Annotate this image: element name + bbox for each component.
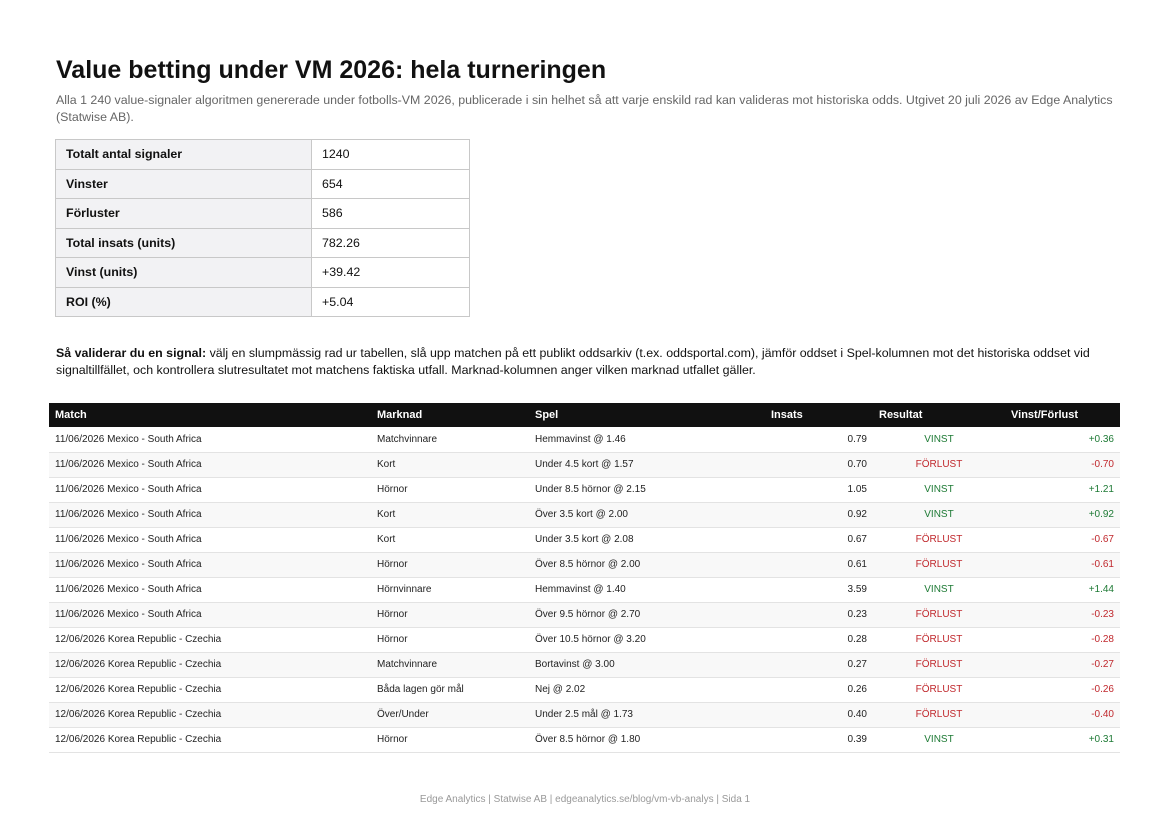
cell-market: Kort <box>371 527 529 552</box>
cell-market: Kort <box>371 452 529 477</box>
summary-label: Totalt antal signaler <box>56 140 312 170</box>
cell-stake: 0.26 <box>765 677 873 702</box>
column-header-market: Marknad <box>371 403 529 427</box>
summary-table <box>55 139 470 317</box>
table-row <box>49 477 1120 502</box>
summary-row <box>56 199 470 229</box>
column-header-match: Match <box>49 403 371 427</box>
cell-profit-loss: -0.40 <box>1005 702 1120 727</box>
table-row <box>49 552 1120 577</box>
cell-stake: 0.70 <box>765 452 873 477</box>
table-row <box>49 677 1120 702</box>
page-footer: Edge Analytics | Statwise AB | edgeanalytics.se/blog/vm-vb-analys | Sida 1 <box>419 794 751 805</box>
summary-label: Vinster <box>56 169 312 199</box>
validation-lead: Så validerar du en signal: <box>56 346 207 360</box>
cell-profit-loss: -0.70 <box>1005 452 1120 477</box>
cell-profit-loss: +0.92 <box>1005 502 1120 527</box>
column-header-bet: Spel <box>529 403 765 427</box>
summary-row <box>56 169 470 199</box>
cell-result: FÖRLUST <box>873 652 1005 677</box>
summary-value: 1240 <box>312 140 470 170</box>
cell-result: FÖRLUST <box>873 677 1005 702</box>
cell-profit-loss: +0.36 <box>1005 427 1120 452</box>
summary-value: 782.26 <box>312 228 470 258</box>
cell-profit-loss: -0.26 <box>1005 677 1120 702</box>
cell-stake: 0.61 <box>765 552 873 577</box>
column-header-profit-loss: Vinst/Förlust <box>1005 403 1120 427</box>
cell-stake: 0.28 <box>765 627 873 652</box>
signals-header-row <box>49 403 1120 427</box>
cell-match: 12/06/2026 Korea Republic - Czechia <box>49 702 371 727</box>
cell-market: Hörnor <box>371 627 529 652</box>
table-row <box>49 702 1120 727</box>
cell-profit-loss: -0.28 <box>1005 627 1120 652</box>
cell-profit-loss: -0.67 <box>1005 527 1120 552</box>
table-row <box>49 427 1120 452</box>
cell-match: 11/06/2026 Mexico - South Africa <box>49 552 371 577</box>
cell-bet: Under 2.5 mål @ 1.73 <box>529 702 765 727</box>
cell-profit-loss: -0.61 <box>1005 552 1120 577</box>
cell-market: Hörnor <box>371 477 529 502</box>
cell-result: FÖRLUST <box>873 527 1005 552</box>
summary-value: 654 <box>312 169 470 199</box>
table-row <box>49 727 1120 752</box>
cell-bet: Nej @ 2.02 <box>529 677 765 702</box>
cell-result: FÖRLUST <box>873 702 1005 727</box>
page-title: Value betting under VM 2026: hela turneringen <box>56 56 607 84</box>
cell-profit-loss: +0.31 <box>1005 727 1120 752</box>
cell-match: 11/06/2026 Mexico - South Africa <box>49 602 371 627</box>
summary-row <box>56 140 470 170</box>
page-subtitle: Alla 1 240 value-signaler algoritmen genererade under fotbolls-VM 2026, publicerade i sin helhet så att varje enskild rad kan valideras mot historiska odds. Utgivet 20 juli 2026 av Edge Analytics (Statwise AB). <box>56 93 1113 124</box>
table-row <box>49 452 1120 477</box>
cell-result: FÖRLUST <box>873 452 1005 477</box>
cell-result: FÖRLUST <box>873 602 1005 627</box>
summary-value: 586 <box>312 199 470 229</box>
cell-result: VINST <box>873 727 1005 752</box>
cell-match: 12/06/2026 Korea Republic - Czechia <box>49 627 371 652</box>
table-row <box>49 602 1120 627</box>
cell-result: VINST <box>873 577 1005 602</box>
cell-result: VINST <box>873 427 1005 452</box>
summary-row <box>56 287 470 317</box>
cell-stake: 0.39 <box>765 727 873 752</box>
cell-market: Hörnor <box>371 602 529 627</box>
cell-profit-loss: -0.23 <box>1005 602 1120 627</box>
cell-stake: 1.05 <box>765 477 873 502</box>
cell-match: 11/06/2026 Mexico - South Africa <box>49 452 371 477</box>
cell-match: 11/06/2026 Mexico - South Africa <box>49 527 371 552</box>
cell-match: 11/06/2026 Mexico - South Africa <box>49 477 371 502</box>
validation-instructions <box>56 345 1121 379</box>
cell-match: 12/06/2026 Korea Republic - Czechia <box>49 727 371 752</box>
cell-stake: 0.23 <box>765 602 873 627</box>
cell-profit-loss: -0.27 <box>1005 652 1120 677</box>
summary-label: ROI (%) <box>56 287 312 317</box>
cell-result: FÖRLUST <box>873 627 1005 652</box>
cell-stake: 0.92 <box>765 502 873 527</box>
summary-label: Total insats (units) <box>56 228 312 258</box>
cell-bet: Hemmavinst @ 1.46 <box>529 427 765 452</box>
cell-market: Hörnor <box>371 552 529 577</box>
table-row <box>49 502 1120 527</box>
cell-bet: Under 4.5 kort @ 1.57 <box>529 452 765 477</box>
cell-bet: Över 10.5 hörnor @ 3.20 <box>529 627 765 652</box>
cell-market: Hörnvinnare <box>371 577 529 602</box>
table-row <box>49 652 1120 677</box>
cell-bet: Över 8.5 hörnor @ 2.00 <box>529 552 765 577</box>
summary-value: +5.04 <box>312 287 470 317</box>
table-row <box>49 527 1120 552</box>
column-header-stake: Insats <box>765 403 873 427</box>
cell-market: Båda lagen gör mål <box>371 677 529 702</box>
cell-profit-loss: +1.44 <box>1005 577 1120 602</box>
table-row <box>49 627 1120 652</box>
cell-stake: 0.79 <box>765 427 873 452</box>
summary-label: Vinst (units) <box>56 258 312 288</box>
cell-market: Matchvinnare <box>371 427 529 452</box>
cell-result: VINST <box>873 502 1005 527</box>
cell-bet: Över 8.5 hörnor @ 1.80 <box>529 727 765 752</box>
signals-table <box>49 403 1120 753</box>
cell-bet: Över 3.5 kort @ 2.00 <box>529 502 765 527</box>
cell-bet: Under 8.5 hörnor @ 2.15 <box>529 477 765 502</box>
summary-value: +39.42 <box>312 258 470 288</box>
cell-market: Kort <box>371 502 529 527</box>
cell-stake: 0.40 <box>765 702 873 727</box>
cell-stake: 3.59 <box>765 577 873 602</box>
cell-bet: Hemmavinst @ 1.40 <box>529 577 765 602</box>
summary-row <box>56 228 470 258</box>
cell-profit-loss: +1.21 <box>1005 477 1120 502</box>
cell-match: 11/06/2026 Mexico - South Africa <box>49 577 371 602</box>
cell-stake: 0.67 <box>765 527 873 552</box>
validation-text: välj en slumpmässig rad ur tabellen, slå upp matchen på ett publikt oddsarkiv (t.ex. oddsportal.com), jämför oddset i Spel-kolumnen mot det historiska oddset vid signaltillfället, och kontrollera slutresultatet mot matchens faktiska utfall. Marknad-kolumnen anger vilken marknad utfallet gäller. <box>56 346 1090 377</box>
cell-result: FÖRLUST <box>873 552 1005 577</box>
cell-bet: Bortavinst @ 3.00 <box>529 652 765 677</box>
cell-bet: Under 3.5 kort @ 2.08 <box>529 527 765 552</box>
cell-market: Matchvinnare <box>371 652 529 677</box>
cell-market: Över/Under <box>371 702 529 727</box>
cell-match: 12/06/2026 Korea Republic - Czechia <box>49 677 371 702</box>
cell-match: 12/06/2026 Korea Republic - Czechia <box>49 652 371 677</box>
summary-row <box>56 258 470 288</box>
cell-bet: Över 9.5 hörnor @ 2.70 <box>529 602 765 627</box>
column-header-result: Resultat <box>873 403 1005 427</box>
cell-result: VINST <box>873 477 1005 502</box>
summary-label: Förluster <box>56 199 312 229</box>
table-row <box>49 577 1120 602</box>
cell-match: 11/06/2026 Mexico - South Africa <box>49 502 371 527</box>
cell-market: Hörnor <box>371 727 529 752</box>
cell-match: 11/06/2026 Mexico - South Africa <box>49 427 371 452</box>
cell-stake: 0.27 <box>765 652 873 677</box>
